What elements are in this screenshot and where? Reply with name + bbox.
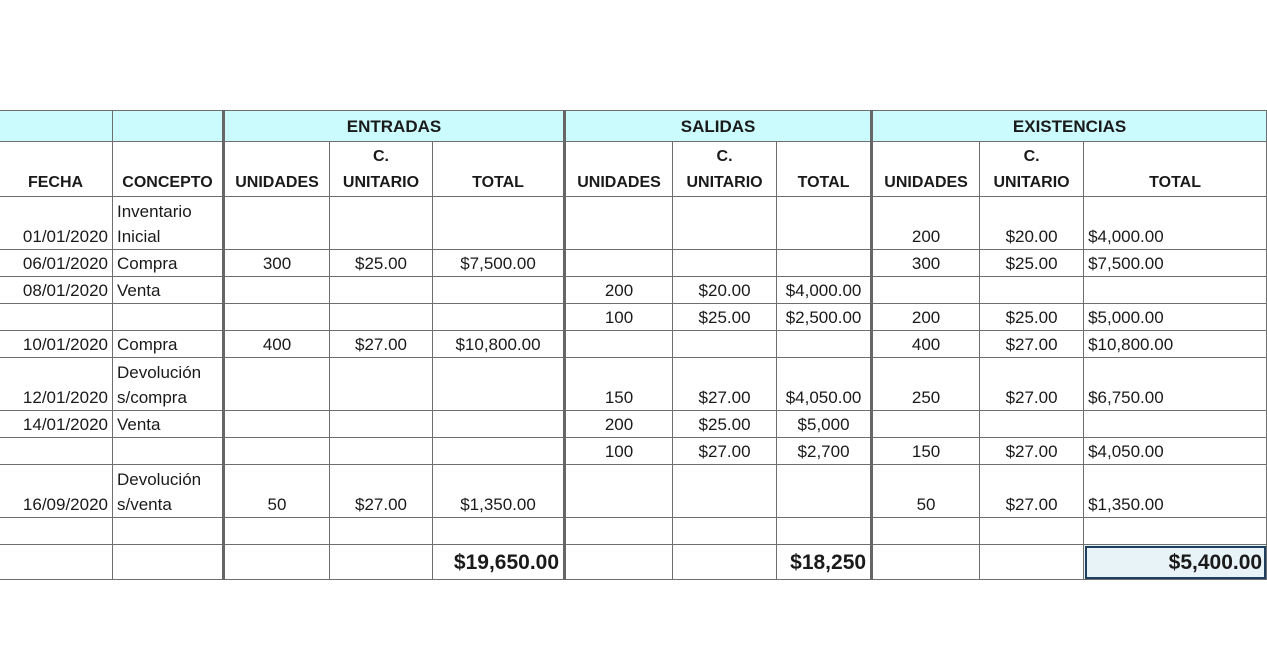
cell-fecha[interactable]: 10/01/2020 (0, 331, 113, 358)
cell-salidas-total[interactable] (777, 197, 872, 250)
cell-entradas-unidades[interactable]: 50 (224, 465, 330, 518)
concepto-line: Compra (117, 335, 178, 354)
col-header-salidas-total[interactable]: TOTAL (777, 142, 872, 197)
cell-salidas-unidades[interactable] (565, 331, 673, 358)
section-salidas[interactable]: SALIDAS (565, 111, 872, 142)
cell-salidas-total[interactable]: $4,050.00 (777, 358, 872, 411)
table-row (0, 197, 1267, 250)
cell-salidas-total[interactable] (777, 250, 872, 277)
concepto-line: s/venta (117, 495, 172, 514)
table-row (0, 331, 1267, 358)
cell-salidas-costo-unitario[interactable]: $20.00 (673, 277, 777, 304)
col-header-fecha[interactable]: FECHA (0, 142, 113, 197)
cell-existencias-costo-unitario[interactable] (980, 277, 1084, 304)
cu-line2: UNITARIO (993, 174, 1070, 191)
cell-total-empty[interactable] (980, 545, 1084, 580)
cell-existencias-costo-unitario[interactable]: $20.00 (980, 197, 1084, 250)
cell-salidas-unidades[interactable] (565, 197, 673, 250)
cell-entradas-unidades[interactable] (224, 304, 330, 331)
cell-salidas-costo-unitario[interactable] (673, 465, 777, 518)
cell-fecha[interactable]: 12/01/2020 (0, 358, 113, 411)
table-row (0, 411, 1267, 438)
cell-entradas-costo-unitario[interactable] (330, 411, 433, 438)
cell-existencias-total[interactable]: $10,800.00 (1084, 331, 1267, 358)
cell-existencias-costo-unitario[interactable]: $27.00 (980, 465, 1084, 518)
cell-entradas-costo-unitario[interactable] (330, 518, 433, 545)
cell-concepto[interactable] (113, 197, 224, 250)
cell-total-empty[interactable] (330, 545, 433, 580)
column-header-row (0, 142, 1267, 197)
col-header-existencias-costo-unitario[interactable] (980, 142, 1084, 197)
cell-fecha[interactable] (0, 518, 113, 545)
concepto-line: Compra (117, 254, 178, 273)
cell-salidas-costo-unitario[interactable]: $27.00 (673, 358, 777, 411)
col-header-existencias-unidades[interactable]: UNIDADES (872, 142, 980, 197)
cell-existencias-unidades[interactable]: 150 (872, 438, 980, 465)
cell-existencias-costo-unitario[interactable]: $25.00 (980, 304, 1084, 331)
cell-existencias-total[interactable]: $4,050.00 (1084, 438, 1267, 465)
cell-existencias-unidades[interactable]: 250 (872, 358, 980, 411)
cell-entradas-costo-unitario[interactable] (330, 358, 433, 411)
cell-fecha[interactable]: 08/01/2020 (0, 277, 113, 304)
cell-concepto[interactable] (113, 411, 224, 438)
cell-salidas-unidades[interactable]: 200 (565, 411, 673, 438)
cell-entradas-total[interactable]: $7,500.00 (433, 250, 565, 277)
cell-entradas-total[interactable]: $1,350.00 (433, 465, 565, 518)
cell-existencias-total[interactable] (1084, 518, 1267, 545)
cell-concepto[interactable] (113, 438, 224, 465)
concepto-line: Inventario (117, 202, 192, 221)
table-row (0, 277, 1267, 304)
cell-fecha[interactable] (0, 438, 113, 465)
cell-salidas-costo-unitario[interactable]: $25.00 (673, 304, 777, 331)
cell-entradas-unidades[interactable] (224, 411, 330, 438)
cell-fecha[interactable]: 16/09/2020 (0, 465, 113, 518)
cell-total-empty[interactable] (673, 545, 777, 580)
cu-line2: UNITARIO (342, 174, 420, 191)
cell-concepto[interactable] (113, 277, 224, 304)
cell-salidas-total[interactable]: $2,500.00 (777, 304, 872, 331)
concepto-line: Devolución (117, 363, 202, 382)
totals-row (0, 545, 1267, 580)
table-row (0, 250, 1267, 277)
cell-salidas-total[interactable] (777, 331, 872, 358)
cell-entradas-total[interactable] (433, 304, 565, 331)
cell-entradas-unidades[interactable] (224, 358, 330, 411)
cell-entradas-costo-unitario[interactable] (330, 277, 433, 304)
cell-entradas-unidades[interactable] (224, 277, 330, 304)
cell-salidas-costo-unitario[interactable]: $27.00 (673, 438, 777, 465)
cell-fecha[interactable]: 01/01/2020 (0, 197, 113, 250)
cell-salidas-unidades[interactable]: 100 (565, 438, 673, 465)
total-salidas[interactable]: $18,250 (777, 545, 872, 580)
concepto-line: Venta (117, 415, 161, 434)
cell-salidas-unidades[interactable]: 100 (565, 304, 673, 331)
cell-salidas-total[interactable]: $2,700 (777, 438, 872, 465)
cu-line1: C. (716, 148, 733, 165)
header-cell-concepto-band[interactable] (113, 111, 224, 142)
cell-existencias-total[interactable] (1084, 277, 1267, 304)
cell-salidas-costo-unitario[interactable]: $25.00 (673, 411, 777, 438)
cell-entradas-total[interactable] (433, 358, 565, 411)
concepto-line: s/compra (117, 388, 187, 407)
cell-existencias-unidades[interactable] (872, 411, 980, 438)
cell-total-empty[interactable] (224, 545, 330, 580)
table-row (0, 358, 1267, 411)
cell-salidas-costo-unitario[interactable] (673, 197, 777, 250)
cell-existencias-costo-unitario[interactable]: $25.00 (980, 250, 1084, 277)
cell-salidas-costo-unitario[interactable] (673, 250, 777, 277)
section-existencias[interactable]: EXISTENCIAS (872, 111, 1267, 142)
cell-existencias-total[interactable]: $1,350.00 (1084, 465, 1267, 518)
cell-existencias-unidades[interactable] (872, 277, 980, 304)
table-row (0, 438, 1267, 465)
cell-entradas-total[interactable] (433, 277, 565, 304)
cell-salidas-total[interactable]: $4,000.00 (777, 277, 872, 304)
cell-existencias-costo-unitario[interactable]: $27.00 (980, 358, 1084, 411)
cell-existencias-costo-unitario[interactable] (980, 518, 1084, 545)
concepto-line: Devolución (117, 470, 202, 489)
cell-entradas-unidades[interactable] (224, 197, 330, 250)
cell-salidas-total[interactable] (777, 465, 872, 518)
col-header-entradas-total[interactable]: TOTAL (433, 142, 565, 197)
cell-entradas-unidades[interactable] (224, 518, 330, 545)
cell-salidas-total[interactable] (777, 518, 872, 545)
cell-entradas-unidades[interactable] (224, 438, 330, 465)
cell-total-empty[interactable] (565, 545, 673, 580)
cell-entradas-unidades[interactable]: 300 (224, 250, 330, 277)
cell-salidas-costo-unitario[interactable] (673, 331, 777, 358)
col-header-salidas-costo-unitario[interactable] (673, 142, 777, 197)
cell-salidas-unidades[interactable] (565, 250, 673, 277)
cell-salidas-unidades[interactable]: 150 (565, 358, 673, 411)
cell-salidas-unidades[interactable]: 200 (565, 277, 673, 304)
section-header-row (0, 111, 1267, 142)
cell-existencias-total[interactable]: $7,500.00 (1084, 250, 1267, 277)
table-row (0, 465, 1267, 518)
cell-existencias-total[interactable]: $6,750.00 (1084, 358, 1267, 411)
cell-existencias-costo-unitario[interactable]: $27.00 (980, 438, 1084, 465)
section-entradas[interactable]: ENTRADAS (224, 111, 565, 142)
cell-existencias-costo-unitario[interactable] (980, 411, 1084, 438)
cu-line1: C. (1023, 148, 1040, 165)
cell-fecha[interactable]: 14/01/2020 (0, 411, 113, 438)
cell-existencias-total[interactable]: $5,000.00 (1084, 304, 1267, 331)
cell-total-empty[interactable] (872, 545, 980, 580)
cell-existencias-total[interactable]: $4,000.00 (1084, 197, 1267, 250)
cell-entradas-costo-unitario[interactable] (330, 304, 433, 331)
cell-existencias-unidades[interactable]: 400 (872, 331, 980, 358)
inventory-table (0, 110, 1267, 580)
cell-concepto[interactable] (113, 358, 224, 411)
cell-entradas-total[interactable] (433, 518, 565, 545)
cell-entradas-unidades[interactable]: 400 (224, 331, 330, 358)
table-row (0, 518, 1267, 545)
col-header-entradas-unidades[interactable]: UNIDADES (224, 142, 330, 197)
concepto-line: Venta (117, 281, 161, 300)
cell-entradas-costo-unitario[interactable]: $27.00 (330, 331, 433, 358)
cell-existencias-unidades[interactable] (872, 518, 980, 545)
cell-concepto[interactable] (113, 518, 224, 545)
cell-entradas-costo-unitario[interactable]: $25.00 (330, 250, 433, 277)
cell-total-empty[interactable] (0, 545, 113, 580)
inventory-sheet (0, 110, 1263, 582)
cell-concepto[interactable] (113, 250, 224, 277)
cell-entradas-total[interactable]: $10,800.00 (433, 331, 565, 358)
cell-salidas-costo-unitario[interactable] (673, 518, 777, 545)
cell-entradas-costo-unitario[interactable] (330, 197, 433, 250)
col-header-existencias-total[interactable]: TOTAL (1084, 142, 1267, 197)
col-header-entradas-costo-unitario[interactable] (330, 142, 433, 197)
total-existencias[interactable]: $5,400.00 (1084, 545, 1267, 580)
cell-fecha[interactable] (0, 304, 113, 331)
col-header-concepto[interactable]: CONCEPTO (113, 142, 224, 197)
cell-concepto[interactable] (113, 465, 224, 518)
cell-entradas-total[interactable] (433, 411, 565, 438)
cell-salidas-unidades[interactable] (565, 518, 673, 545)
cu-line2: UNITARIO (686, 174, 763, 191)
table-row (0, 304, 1267, 331)
cell-entradas-costo-unitario[interactable] (330, 438, 433, 465)
cell-entradas-total[interactable] (433, 197, 565, 250)
cell-salidas-unidades[interactable] (565, 465, 673, 518)
cell-concepto[interactable] (113, 331, 224, 358)
cell-existencias-total[interactable] (1084, 411, 1267, 438)
cell-existencias-unidades[interactable]: 300 (872, 250, 980, 277)
cell-entradas-total[interactable] (433, 438, 565, 465)
cell-entradas-costo-unitario[interactable]: $27.00 (330, 465, 433, 518)
cell-existencias-unidades[interactable]: 50 (872, 465, 980, 518)
cell-salidas-total[interactable]: $5,000 (777, 411, 872, 438)
cell-existencias-costo-unitario[interactable]: $27.00 (980, 331, 1084, 358)
concepto-line: Inicial (117, 227, 161, 246)
cell-total-empty[interactable] (113, 545, 224, 580)
header-cell-fecha-band[interactable] (0, 111, 113, 142)
total-entradas[interactable]: $19,650.00 (433, 545, 565, 580)
cell-concepto[interactable] (113, 304, 224, 331)
cell-fecha[interactable]: 06/01/2020 (0, 250, 113, 277)
cu-line1: C. (373, 148, 389, 165)
cell-existencias-unidades[interactable]: 200 (872, 304, 980, 331)
col-header-salidas-unidades[interactable]: UNIDADES (565, 142, 673, 197)
cell-existencias-unidades[interactable]: 200 (872, 197, 980, 250)
